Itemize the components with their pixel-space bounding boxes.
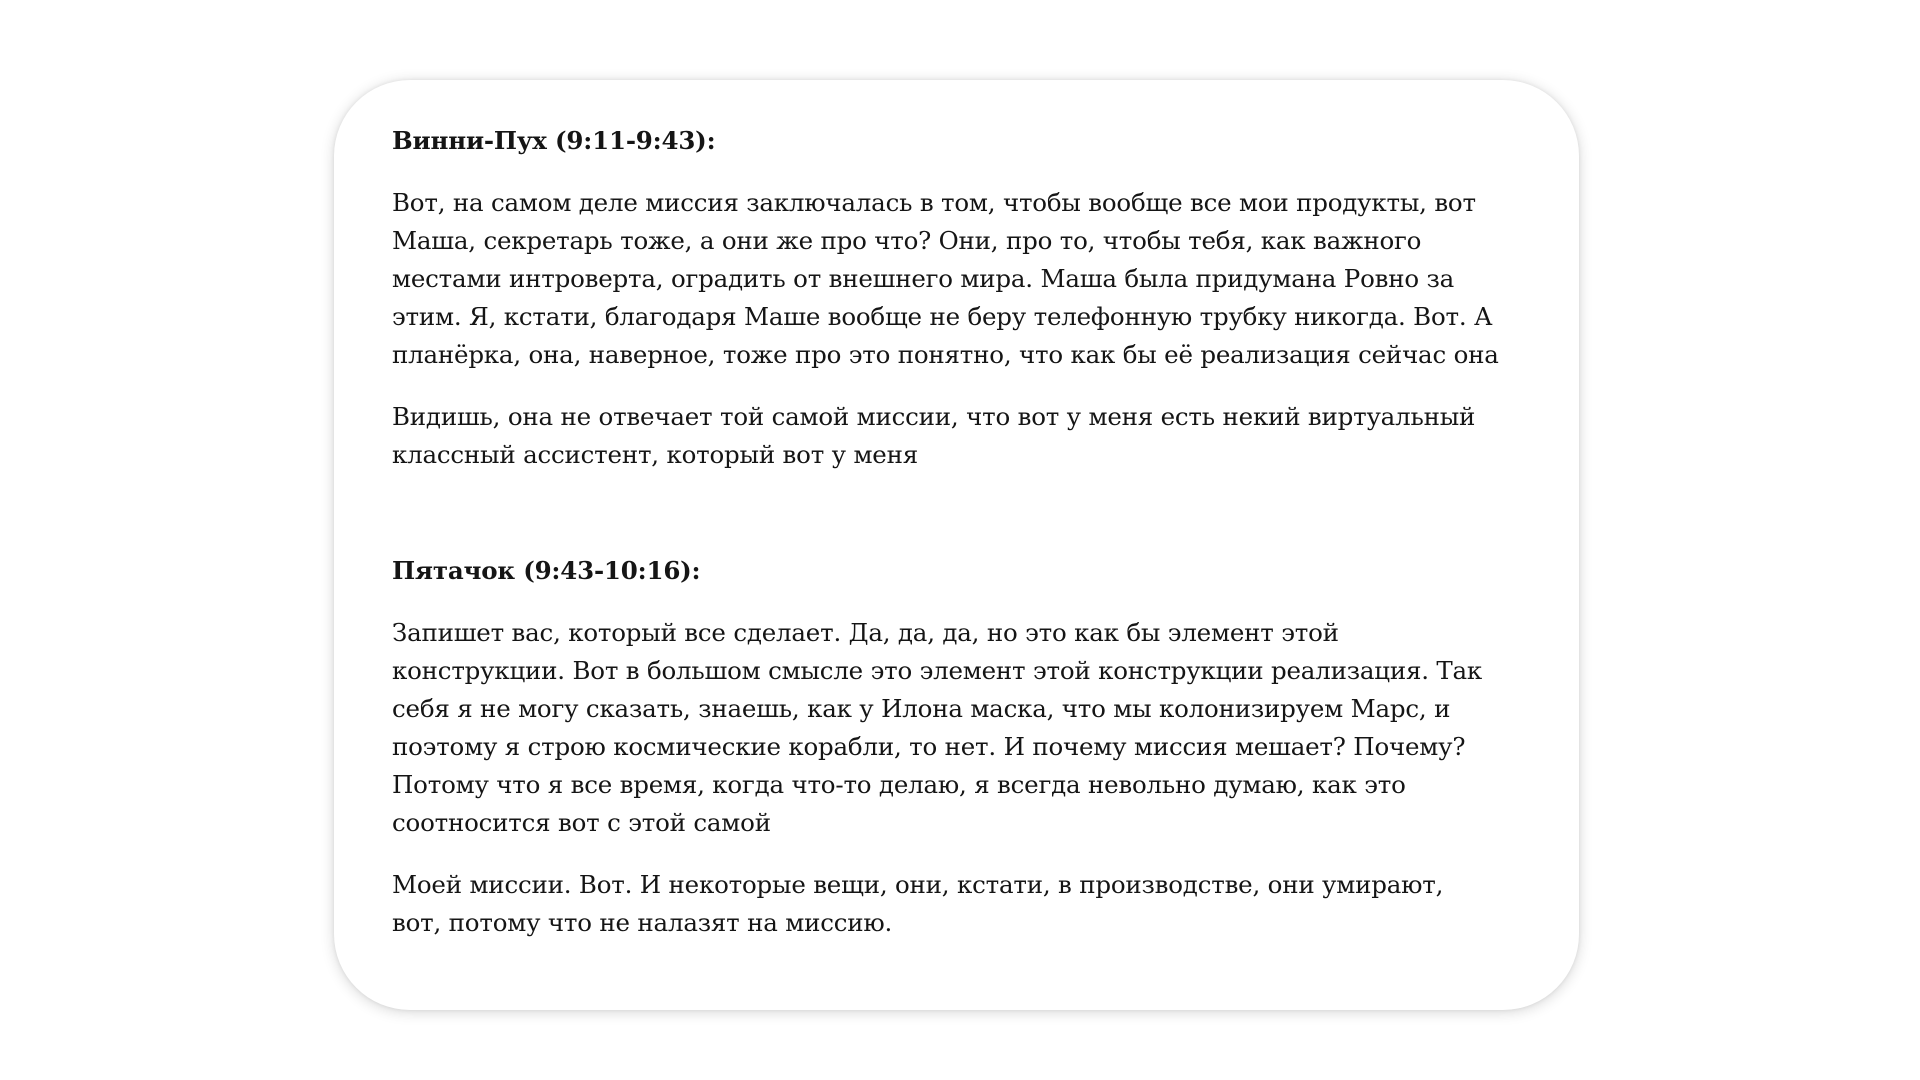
transcript-paragraph: Запишет вас, который все сделает. Да, да, да, но это как бы элемент этой конструкции. Вот в большом смысле это элемент этой конструкции реализация. Так себя я не могу сказать, знаешь, как у Илона маска, что мы колонизируем Марс, и поэтому я строю космические корабли, то нет. И почему миссия мешает? Почему? Потому что я все время, когда что-то делаю, я всегда невольно думаю, как это соотносится вот с этой самой xyxy=(392,618,1483,837)
transcript-paragraph: Видишь, она не отвечает той самой миссии, что вот у меня есть некий виртуальный классный ассистент, который вот у меня xyxy=(392,402,1476,469)
speaker-block-pyatachok xyxy=(392,552,1499,942)
speaker-heading: Винни-Пух (9:11-9:43): xyxy=(392,126,716,155)
speaker-heading: Пятачок (9:43-10:16): xyxy=(392,556,701,585)
speaker-block-vinni-pukh xyxy=(392,122,1499,474)
transcript-paragraph: Вот, на самом деле миссия заключалась в том, чтобы вообще все мои продукты, вот Маша, секретарь тоже, а они же про что? Они, про то, чтобы тебя, как важного местами интроверта, оградить от внешнего мира. Маша была придумана Ровно за этим. Я, кстати, благодаря Маше вообще не беру телефонную трубку никогда. Вот. А планёрка, она, наверное, тоже про это понятно, что как бы её реализация сейчас она xyxy=(392,188,1499,369)
transcript-card xyxy=(334,80,1579,1010)
transcript-body xyxy=(392,122,1499,942)
transcript-paragraph: Моей миссии. Вот. И некоторые вещи, они, кстати, в производстве, они умирают, вот, потому что не налазят на миссию. xyxy=(392,870,1444,937)
